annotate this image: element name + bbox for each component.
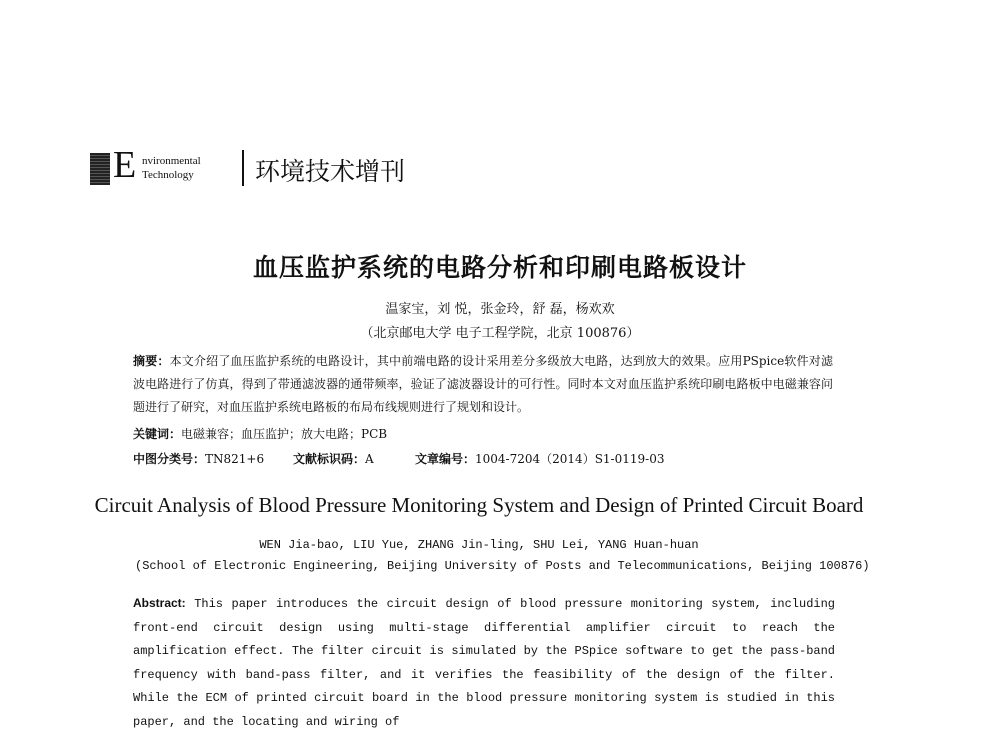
cn-title: 血压监护系统的电路分析和印刷电路板设计 <box>252 253 747 282</box>
logo-block-icon <box>90 153 110 185</box>
article-label: 文章编号： <box>415 452 476 466</box>
class-value: TN821+6 <box>205 452 265 466</box>
cn-keywords <box>133 425 387 442</box>
logo-name-line1: nvironmental <box>142 155 201 167</box>
doc-value: A <box>365 452 374 466</box>
logo-initial: E <box>113 144 137 186</box>
en-affiliation: (School of Electronic Engineering, Beijing University of Posts and Telecommunications, Beijing 100876) <box>135 559 870 573</box>
cn-abstract-label: 摘要： <box>133 354 170 368</box>
article-number <box>415 450 664 467</box>
logo-name-line2: Technology <box>142 169 194 181</box>
en-abstract <box>133 592 835 734</box>
en-abstract-text: This paper introduces the circuit design of blood pressure monitoring system, including front-end circuit design using multi-stage differential amplifier circuit to reach the amplification effect. The filter circuit is simulated by the PSpice software to get the pass-band frequency with band-pass filter, and it verifies the feasibility of the design of the filter. While the ECM of printed circuit board in the blood pressure monitoring system is studied in this paper, and the locating and wiring of <box>133 597 835 729</box>
cn-abstract <box>133 350 833 419</box>
doc-code <box>293 450 415 467</box>
class-label: 中图分类号： <box>133 452 206 466</box>
en-title: Circuit Analysis of Blood Pressure Monitoring System and Design of Printed Circuit Board <box>94 493 864 517</box>
cn-keywords-text: 电磁兼容；血压监护；放大电路；PCB <box>181 427 388 441</box>
en-abstract-label: Abstract: <box>133 596 186 610</box>
cn-abstract-text: 本文介绍了血压监护系统的电路设计，其中前端电路的设计采用差分多级放大电路，达到放大的效果。应用PSpice软件对滤波电路进行了仿真，得到了带通滤波器的通带频率，验证了滤波器设计的可行性。同时本文对血压监护系统印刷电路板中电磁兼容问题进行了研究，对血压监护系统电路板的布局布线规则进行了规划和设计。 <box>133 354 833 414</box>
article-value: 1004-7204（2014）S1-0119-03 <box>475 452 665 466</box>
doc-label: 文献标识码： <box>293 452 366 466</box>
journal-cn-name: 环境技术增刊 <box>255 157 406 186</box>
en-authors: WEN Jia-bao, LIU Yue, ZHANG Jin-ling, SHU Lei, YANG Huan-huan <box>259 538 699 552</box>
cn-keywords-label: 关键词： <box>133 427 182 441</box>
class-number <box>133 450 293 467</box>
cn-classification <box>133 450 664 467</box>
logo-divider <box>242 150 244 186</box>
cn-authors: 温家宝，刘 悦，张金玲，舒 磊，杨欢欢 <box>385 302 615 317</box>
cn-affiliation: （北京邮电大学 电子工程学院，北京 100876） <box>360 326 640 341</box>
